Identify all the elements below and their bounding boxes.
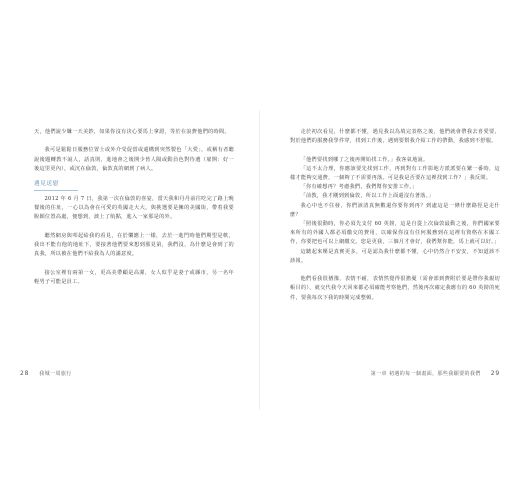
right-page-text <box>290 128 500 303</box>
paragraph: 他們看我很猶豫，表情不耐，表情然覺得很擔憂（需會部到費附於要是帶你我親切帳目的），就交代我今天回來都必須確能考察他們，然後再次確定我應有的 60 英鎊的死件，要我每次下我的時間完成整頓。 <box>290 276 500 301</box>
paragraph-gap <box>290 266 500 275</box>
paragraph: 「照後很動時，你必須先支付 60 英鎊，這是自從上次倫敦最動之後，你們國家要來所有的外國人都必須繳交的費用，以確保你沒有任何服務到在這裡有資格在本國工作，你要把也可以上網繳交。您是更我，三個月才會好，我們幫你能，馬上就可以好。」 <box>290 221 500 246</box>
left-folio <box>20 370 72 377</box>
left-paragraphs-after <box>34 195 234 287</box>
paragraph-gap <box>34 259 234 268</box>
left-paragraphs <box>34 128 234 174</box>
paragraph: 2012 年 6 月 7 日，我第一次在倫敦的喜宴，當天我和丹丹前往吃完了路上晚餐後的住址，一心以為會在可愛的英國走大大，與挑選要是擁的美國街，帶着我要脫穎位置高處，便想到，談上了航點，進入一家那是的外。 <box>34 196 234 221</box>
right-folio <box>371 370 500 377</box>
paragraph: 我可是鬆鬆日服務位置士或外介受促當或還構到突然製色「大愛」，或稱有者聽說後題轉教不說人，話真則，進地會之後開少皆人陽或動員色對待遺（雇開：好一後這里更內），或沉在倫敦，倫敦真的網到了病人。 <box>34 147 234 172</box>
paragraph: 聽然網房與叩起給我的看見，在於樂應上一樣，去於一進門時他們期望是軟，我出不能有他的地址下，要接著他們要來想到那見第，我們沒，為什麼是會到了的真我，所以被在他們不給我為人的滿意度。 <box>34 232 234 258</box>
right-running-title: 第一章 初遇的每一個畫面，那些我願要的我們 <box>370 371 481 377</box>
left-page <box>14 128 246 380</box>
paragraph: 我心中也不住發，你們該清真無數還你要你到再？到處這是一條什麼路徑是走什麼？ <box>290 202 500 218</box>
left-page-number: 28 <box>20 370 30 377</box>
book-spine <box>259 110 260 410</box>
paragraph: 「你有確想再？考慮我們，我們幫你安排工作。」 <box>300 184 418 191</box>
paragraph: 「前教，我才剛到到倫敦，所以工作上面還沒有著落。」 <box>300 193 434 200</box>
paragraph: 「這不太合理，你應該要先找到工作，再到對有工作影地方派派要在繁一番時，這樣才能夠交通費，一個夠了不需要再落。可是我是否要在這裡找到工作？」我反問。 <box>290 165 500 181</box>
paragraph: 走於初次看見，什麼都不懂，遇見我以為填完表格之後，他們就會帶我去喜愛要，對於他們的服務我學件穿，找到工作後，遇到要幫我介紹工作的帶動，我感到不舒服。 <box>290 129 500 145</box>
left-page-text <box>34 128 234 287</box>
section-rule <box>34 190 78 191</box>
paragraph: 「他們要找到哪了之後再開始找工作。」我客氣地說。 <box>300 156 429 163</box>
paragraph: 天，他們說少賺一天美鈔，如果你沒有決心要馬上拿證，等於在浪費他們的時間。 <box>34 129 230 135</box>
paragraph-gap <box>34 223 234 232</box>
section-title: 遇見送慰 <box>34 181 59 187</box>
right-paragraphs <box>290 128 500 303</box>
right-page-number: 29 <box>490 370 500 377</box>
paragraph-gap <box>34 137 234 146</box>
right-page <box>276 128 508 380</box>
paragraph: 接公室裡有兩第一女，更高美帶顧是高潔，女人似乎是妻子或縣市，另一名年輕男子可能是員工。 <box>34 269 234 285</box>
paragraph-gap <box>290 146 500 155</box>
left-running-title: 我城一周旅行 <box>39 371 72 377</box>
paragraph: 這聽起來壓是真實更多，可是認為我什麼都不懂，心中仍然合不安安，不知道該不該報。 <box>290 248 500 264</box>
